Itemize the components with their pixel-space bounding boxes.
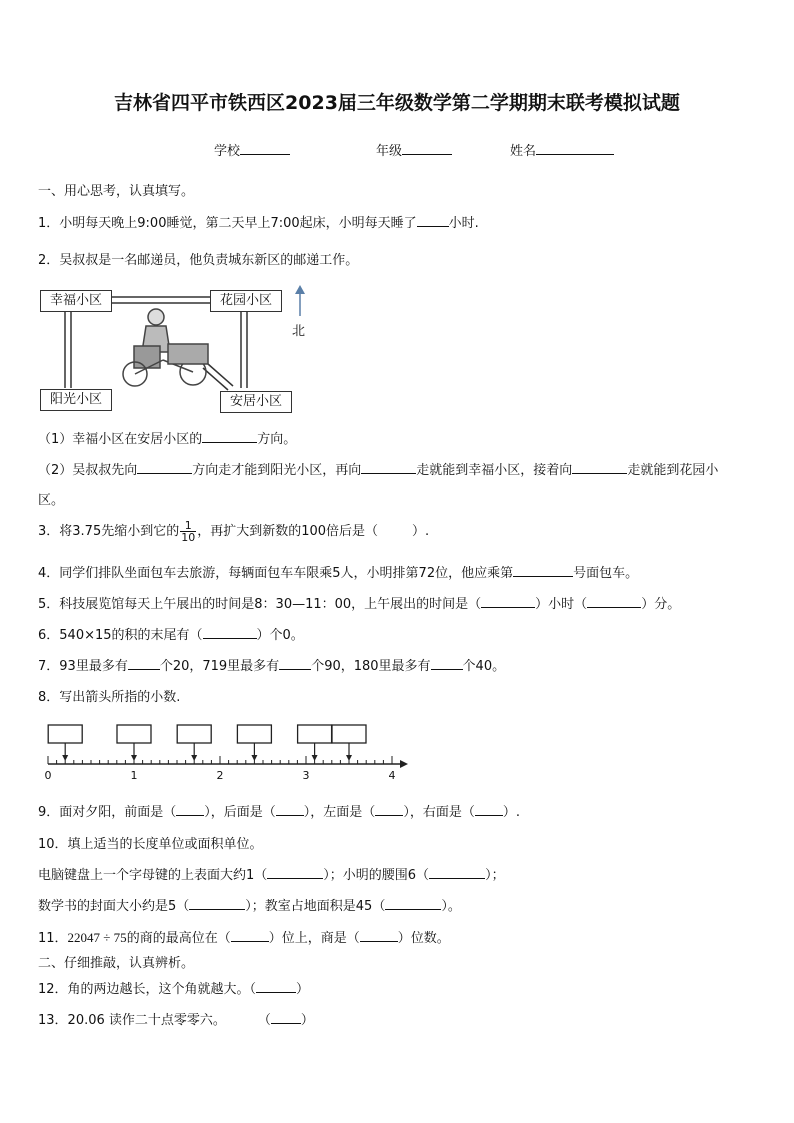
q7-blank-1[interactable] xyxy=(128,657,160,670)
q6-blank[interactable] xyxy=(203,626,257,639)
q11-blank-1[interactable] xyxy=(231,929,269,942)
answer-box-5 xyxy=(298,725,332,743)
question-6: 6．540×15的积的末尾有（ ）个0。 xyxy=(38,628,304,643)
name-label: 姓名 xyxy=(510,144,537,159)
answer-box-6 xyxy=(332,725,366,743)
question-9: 9．面对夕阳，前面是（ ），后面是（ ），左面是（ ），右面是（ ）. xyxy=(38,805,520,820)
tick-label-3: 3 xyxy=(302,769,310,782)
q7-blank-3[interactable] xyxy=(431,657,463,670)
north-label: 北 xyxy=(292,324,306,339)
pointer-arrowhead-icon xyxy=(346,755,352,761)
name-blank[interactable] xyxy=(536,142,614,155)
q2-2-blank-3[interactable] xyxy=(572,461,627,474)
q3-blank[interactable] xyxy=(378,523,412,535)
question-2-1: （1）幸福小区在安居小区的 方向。 xyxy=(38,432,297,447)
question-2: 2．吴叔叔是一名邮递员，他负责城东新区的邮递工作。 xyxy=(38,253,359,268)
q13-blank[interactable] xyxy=(271,1011,301,1024)
question-8: 8．写出箭头所指的小数. xyxy=(38,690,181,705)
grade-label: 年级 xyxy=(376,144,403,159)
answer-box-4 xyxy=(237,725,271,743)
q7-blank-2[interactable] xyxy=(279,657,311,670)
question-10-2: 数学书的封面大小约是5（ ）；教室占地面积是45（ ）。 xyxy=(38,899,461,914)
division-expression: 22047 ÷ 75 xyxy=(67,930,127,945)
number-line xyxy=(38,722,418,784)
q5-blank-2[interactable] xyxy=(587,595,641,608)
number-line-arrow-icon xyxy=(400,760,408,768)
question-1: 1．小明每天晚上9:00睡觉，第二天早上7:00起床，小明每天睡了 小时. xyxy=(38,216,479,231)
question-10: 10．填上适当的长度单位或面积单位。 xyxy=(38,837,263,852)
q10-blank-1[interactable] xyxy=(267,866,323,879)
question-2-2: （2）吴叔叔先向 方向走才能到阳光小区，再向 走就能到幸福小区，接着向 走就能到花园小 xyxy=(38,463,719,478)
q2-1-blank[interactable] xyxy=(202,430,257,443)
q12-blank[interactable] xyxy=(256,980,296,993)
school-blank[interactable] xyxy=(240,142,290,155)
north-arrow-icon xyxy=(292,284,308,318)
question-7: 7．93里最多有 个20，719里最多有 个90，180里最多有 个40。 xyxy=(38,659,506,674)
q1-blank[interactable] xyxy=(417,214,449,227)
answer-box-2 xyxy=(117,725,151,743)
pointer-arrowhead-icon xyxy=(251,755,257,761)
question-3: 3．将3.75先缩小到它的 $\frac{1}{10}$ ，再扩大到新数的100倍后是（ ）. xyxy=(38,519,430,544)
fraction-one-tenth: $\frac{1}{10}$ xyxy=(181,519,196,544)
q9-blank-2[interactable] xyxy=(276,803,304,816)
q10-blank-2[interactable] xyxy=(429,866,485,879)
q10-blank-4[interactable] xyxy=(385,897,441,910)
question-12: 12．角的两边越长，这个角就越大。（ ） xyxy=(38,982,310,997)
tick-label-1: 1 xyxy=(130,769,138,782)
question-10-1: 电脑键盘上一个字母键的上表面大约1（ ）；小明的腰围6（ ）； xyxy=(38,868,505,883)
question-2-2-cont: 区。 xyxy=(38,493,65,508)
answer-box-3 xyxy=(177,725,211,743)
q9-blank-1[interactable] xyxy=(176,803,204,816)
q2-2-blank-1[interactable] xyxy=(137,461,192,474)
q10-blank-3[interactable] xyxy=(189,897,245,910)
q4-blank[interactable] xyxy=(513,564,573,577)
pointer-arrowhead-icon xyxy=(62,755,68,761)
question-5: 5．科技展览馆每天上午展出的时间是8：30—11：00，上午展出的时间是（ ）小时（ ）分。 xyxy=(38,597,681,612)
pointer-arrowhead-icon xyxy=(312,755,318,761)
section2-heading: 二、仔细推敲，认真辨析。 xyxy=(38,956,195,971)
answer-box-1 xyxy=(48,725,82,743)
huayuan-community-box: 花园小区 xyxy=(210,290,282,312)
q9-blank-3[interactable] xyxy=(375,803,403,816)
question-13: 13．20.06 读作二十点零零六。 （ ） xyxy=(38,1013,314,1028)
xingfu-community-box: 幸福小区 xyxy=(40,290,112,312)
tick-label-2: 2 xyxy=(216,769,224,782)
pointer-arrowhead-icon xyxy=(131,755,137,761)
section1-heading: 一、用心思考，认真填写。 xyxy=(38,184,195,199)
tick-label-0: 0 xyxy=(44,769,52,782)
q5-blank-1[interactable] xyxy=(481,595,535,608)
community-map xyxy=(38,288,308,413)
school-field xyxy=(214,140,290,159)
anju-community-box: 安居小区 xyxy=(220,391,292,413)
q9-blank-4[interactable] xyxy=(475,803,503,816)
question-11: 11．22047 ÷ 75的商的最高位在（ ）位上，商是（ ）位数。 xyxy=(38,930,450,946)
postman-bicycle-illustration xyxy=(123,309,208,386)
q11-blank-2[interactable] xyxy=(360,929,398,942)
question-4: 4．同学们排队坐面包车去旅游，每辆面包车车限乘5人，小明排第72位，他应乘第 号面包车。 xyxy=(38,566,639,581)
yangguang-community-box: 阳光小区 xyxy=(40,389,112,411)
tick-label-4: 4 xyxy=(388,769,396,782)
school-label: 学校 xyxy=(214,144,241,159)
pointer-arrowhead-icon xyxy=(191,755,197,761)
grade-field xyxy=(376,140,452,159)
name-field xyxy=(510,140,614,159)
grade-blank[interactable] xyxy=(402,142,452,155)
q2-2-blank-2[interactable] xyxy=(361,461,416,474)
page-title: 吉林省四平市铁西区2023届三年级数学第二学期期末联考模拟试题 xyxy=(114,92,680,114)
